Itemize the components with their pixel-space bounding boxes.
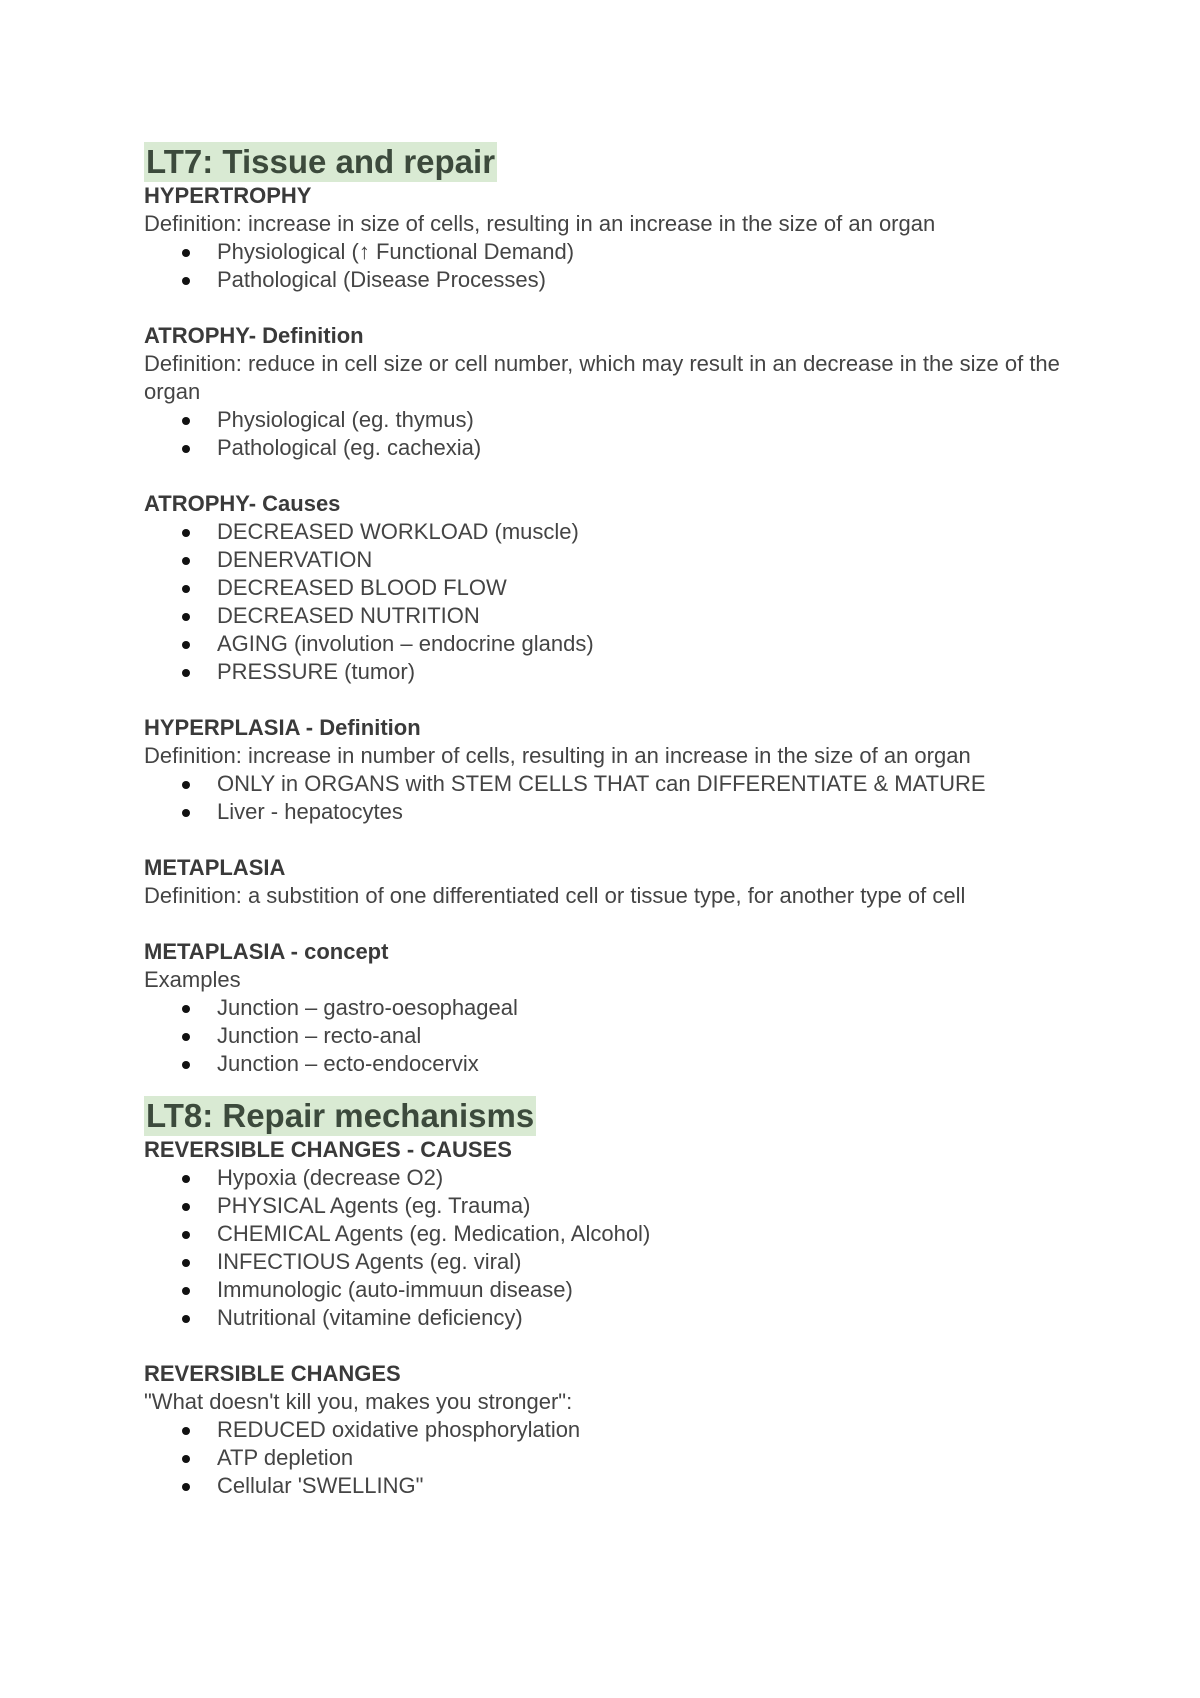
bullet-icon bbox=[182, 1315, 190, 1323]
bullet-icon bbox=[182, 1483, 190, 1491]
bullet-icon bbox=[182, 445, 190, 453]
examples-label: Examples bbox=[144, 967, 241, 992]
heading-metaplasia-concept: METAPLASIA - concept bbox=[144, 939, 389, 964]
definition-hypertrophy: Definition: increase in size of cells, resulting in an increase in the size of an organ bbox=[144, 211, 936, 236]
bullet-icon bbox=[182, 641, 190, 649]
list-item: ONLY in ORGANS with STEM CELLS THAT can DIFFERENTIATE & MATURE bbox=[144, 770, 1074, 798]
list-item: Physiological (eg. thymus) bbox=[144, 406, 1074, 434]
list-item: Hypoxia (decrease O2) bbox=[144, 1164, 1074, 1192]
bullet-icon bbox=[182, 585, 190, 593]
reversible-changes-quote: "What doesn't kill you, makes you stronger": bbox=[144, 1389, 573, 1414]
bullet-icon bbox=[182, 1455, 190, 1463]
list-reversible-causes bbox=[144, 1164, 1074, 1332]
list-item: DECREASED WORKLOAD (muscle) bbox=[144, 518, 1074, 546]
list-item: ATP depletion bbox=[144, 1444, 1074, 1472]
bullet-icon bbox=[182, 781, 190, 789]
bullet-icon bbox=[182, 557, 190, 565]
bullet-icon bbox=[182, 1427, 190, 1435]
bullet-icon bbox=[182, 1259, 190, 1267]
bullet-icon bbox=[182, 277, 190, 285]
list-item: AGING (involution – endocrine glands) bbox=[144, 630, 1074, 658]
list-item: CHEMICAL Agents (eg. Medication, Alcohol) bbox=[144, 1220, 1074, 1248]
list-item: INFECTIOUS Agents (eg. viral) bbox=[144, 1248, 1074, 1276]
heading-reversible-changes: REVERSIBLE CHANGES bbox=[144, 1361, 401, 1386]
list-item: REDUCED oxidative phosphorylation bbox=[144, 1416, 1074, 1444]
heading-atrophy-definition: ATROPHY- Definition bbox=[144, 323, 364, 348]
list-item: Cellular 'SWELLING" bbox=[144, 1472, 1074, 1500]
list-hypertrophy bbox=[144, 238, 1074, 294]
bullet-icon bbox=[182, 1231, 190, 1239]
bullet-icon bbox=[182, 1005, 190, 1013]
list-item: Liver - hepatocytes bbox=[144, 798, 1074, 826]
definition-metaplasia: Definition: a substition of one differentiated cell or tissue type, for another type of cell bbox=[144, 883, 966, 908]
list-item: Junction – ecto-endocervix bbox=[144, 1050, 1074, 1078]
bullet-icon bbox=[182, 1175, 190, 1183]
heading-atrophy-causes: ATROPHY- Causes bbox=[144, 491, 341, 516]
list-atrophy-causes bbox=[144, 518, 1074, 686]
list-hyperplasia bbox=[144, 770, 1074, 826]
list-item: Pathological (eg. cachexia) bbox=[144, 434, 1074, 462]
list-item: DENERVATION bbox=[144, 546, 1074, 574]
list-item: PHYSICAL Agents (eg. Trauma) bbox=[144, 1192, 1074, 1220]
list-metaplasia-examples bbox=[144, 994, 1074, 1078]
list-reversible-changes bbox=[144, 1416, 1074, 1500]
list-item: Nutritional (vitamine deficiency) bbox=[144, 1304, 1074, 1332]
heading-hypertrophy: HYPERTROPHY bbox=[144, 183, 312, 208]
bullet-icon bbox=[182, 613, 190, 621]
list-item: PRESSURE (tumor) bbox=[144, 658, 1074, 686]
list-item: Pathological (Disease Processes) bbox=[144, 266, 1074, 294]
definition-hyperplasia: Definition: increase in number of cells, resulting in an increase in the size of an organ bbox=[144, 743, 971, 768]
heading-reversible-causes: REVERSIBLE CHANGES - CAUSES bbox=[144, 1137, 512, 1162]
bullet-icon bbox=[182, 417, 190, 425]
list-item: Immunologic (auto-immuun disease) bbox=[144, 1276, 1074, 1304]
section-title-lt8: LT8: Repair mechanisms bbox=[146, 1097, 535, 1134]
bullet-icon bbox=[182, 1033, 190, 1041]
bullet-icon bbox=[182, 809, 190, 817]
bullet-icon bbox=[182, 249, 190, 257]
list-item: Junction – recto-anal bbox=[144, 1022, 1074, 1050]
list-item: Physiological (↑ Functional Demand) bbox=[144, 238, 1074, 266]
section-title-lt7: LT7: Tissue and repair bbox=[146, 143, 496, 180]
list-item: DECREASED BLOOD FLOW bbox=[144, 574, 1074, 602]
bullet-icon bbox=[182, 1287, 190, 1295]
bullet-icon bbox=[182, 669, 190, 677]
list-atrophy-definition bbox=[144, 406, 1074, 462]
definition-atrophy: Definition: reduce in cell size or cell number, which may result in an decrease in the size of the organ bbox=[144, 351, 1060, 404]
bullet-icon bbox=[182, 529, 190, 537]
heading-hyperplasia: HYPERPLASIA - Definition bbox=[144, 715, 421, 740]
bullet-icon bbox=[182, 1203, 190, 1211]
heading-metaplasia: METAPLASIA bbox=[144, 855, 286, 880]
list-item: Junction – gastro-oesophageal bbox=[144, 994, 1074, 1022]
document-page bbox=[144, 142, 1074, 1500]
bullet-icon bbox=[182, 1061, 190, 1069]
list-item: DECREASED NUTRITION bbox=[144, 602, 1074, 630]
